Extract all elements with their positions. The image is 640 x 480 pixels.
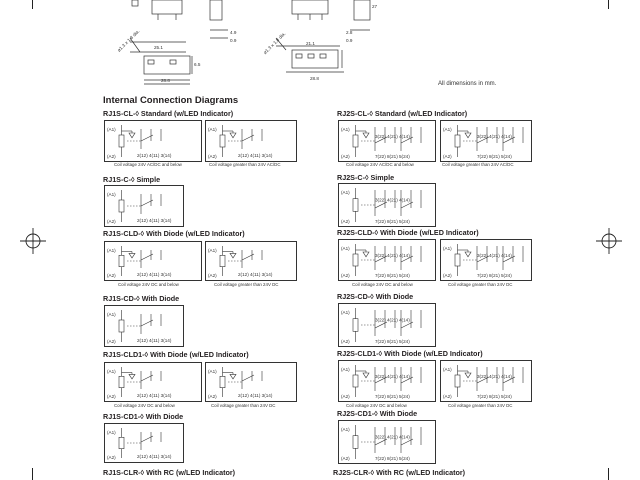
terminal-a1-label: (A1) <box>107 369 116 374</box>
terminal-a2-label: (A2) <box>107 339 116 344</box>
terminal-pin-labels: 2(12) 4(11) 3(14) <box>137 153 172 158</box>
terminal-bottom-labels: 7(22) 8(21) 5(24) <box>375 456 410 461</box>
terminal-top-labels: 3(22) 4(21) 4(14) <box>477 133 512 139</box>
note-rj1s-cld1-low: Coil voltage 24V DC and below <box>114 403 175 408</box>
entry-title-rj2s-cd1: RJ2S-CD1-◊ With Diode <box>337 409 418 418</box>
terminal-bottom-labels: 7(22) 8(21) 5(24) <box>375 339 410 344</box>
terminal-top-labels: 3(22) 4(21) 4(14) <box>375 434 410 440</box>
terminal-a1-label: (A1) <box>341 427 350 432</box>
terminal-a2-label: (A2) <box>443 273 452 278</box>
schematic <box>105 242 201 280</box>
schematic <box>339 361 435 401</box>
terminal-bottom-labels: 7(22) 8(21) 5(24) <box>477 394 512 399</box>
terminal-pin-labels: 2(12) 4(11) 3(14) <box>137 338 172 343</box>
entry-title-rj2s-cld1: RJ2S-CLD1-◊ With Diode (w/LED Indicator) <box>337 349 483 358</box>
terminal-bottom-labels: 7(22) 8(21) 5(24) <box>477 154 512 159</box>
note-rj2s-cld-high: Coil voltage greater than 24V DC <box>448 282 513 287</box>
dim-label-b-d2: 0.9 <box>346 38 353 43</box>
terminal-a1-label: (A1) <box>341 246 350 251</box>
section-title: Internal Connection Diagrams <box>103 95 239 106</box>
entry-title-rj2s-clr: RJ2S-CLR-◊ With RC (w/LED Indicator) <box>333 468 466 477</box>
mechanical-drawing-1pole <box>110 0 250 90</box>
schematic <box>105 121 201 161</box>
terminal-a2-label: (A2) <box>341 456 350 461</box>
entry-title-rj1s-cd: RJ1S-CD-◊ With Diode <box>103 294 180 303</box>
terminal-pin-labels: 2(12) 4(11) 3(14) <box>238 393 273 398</box>
terminal-bottom-labels: 7(22) 8(21) 5(24) <box>375 273 410 278</box>
terminal-top-labels: 3(22) 4(21) 4(14) <box>477 373 512 379</box>
entry-title-rj2s-cd: RJ2S-CD-◊ With Diode <box>337 292 414 301</box>
terminal-a2-label: (A2) <box>341 273 350 278</box>
schematic <box>206 242 296 280</box>
terminal-top-labels: 3(22) 4(21) 4(14) <box>375 317 410 323</box>
terminal-top-labels: 3(22) 4(21) 4(14) <box>375 252 410 258</box>
registration-mark-right <box>596 228 622 254</box>
diagram-rj2s-cl-low <box>338 120 436 162</box>
trim-line-right-top <box>608 0 609 9</box>
terminal-pin-labels: 2(12) 4(11) 3(14) <box>137 272 172 277</box>
terminal-a1-label: (A1) <box>443 367 452 372</box>
terminal-a2-label: (A2) <box>107 394 116 399</box>
terminal-pin-labels: 2(12) 4(11) 3(14) <box>137 393 172 398</box>
terminal-a1-label: (A1) <box>107 248 116 253</box>
dim-label-a-dia: ø1.3 x 1.8 dia. <box>116 28 141 53</box>
terminal-pin-labels: 2(12) 4(11) 3(14) <box>238 272 273 277</box>
terminal-a2-label: (A2) <box>107 273 116 278</box>
dim-label-a-h: 6.5 <box>194 62 201 67</box>
schematic <box>105 363 201 401</box>
trim-line-left-bottom <box>32 468 33 480</box>
mechanical-drawing-2pole <box>258 0 408 90</box>
dim-label-a-d1: 4.9 <box>230 30 237 35</box>
schematic <box>339 240 435 280</box>
terminal-a2-label: (A2) <box>208 394 217 399</box>
terminal-bottom-labels: 7(22) 8(21) 5(24) <box>477 273 512 278</box>
diagram-rj2s-cld1-high <box>440 360 532 402</box>
terminal-pin-labels: 2(12) 4(11) 3(14) <box>137 218 172 223</box>
terminal-a1-label: (A1) <box>341 127 350 132</box>
schematic <box>339 121 435 161</box>
terminal-a1-label: (A1) <box>107 192 116 197</box>
terminal-a2-label: (A2) <box>208 154 217 159</box>
schematic <box>339 184 435 226</box>
dim-label-b-w2: 28.8 <box>310 76 319 81</box>
terminal-a2-label: (A2) <box>341 339 350 344</box>
terminal-top-labels: 3(22) 4(21) 4(14) <box>375 197 410 203</box>
entry-title-rj2s-cld: RJ2S-CLD-◊ With Diode (w/LED Indicator) <box>337 228 479 237</box>
schematic <box>105 186 183 226</box>
terminal-a2-label: (A2) <box>341 219 350 224</box>
terminal-a2-label: (A2) <box>341 154 350 159</box>
diagram-rj1s-cd1 <box>104 423 184 463</box>
note-rj2s-cld1-low: Coil voltage 24V DC and below <box>346 403 407 408</box>
schematic <box>105 424 183 462</box>
diagram-rj2s-cd <box>338 303 436 347</box>
diagram-rj1s-cl-low <box>104 120 202 162</box>
dim-label-b-w1: 21.1 <box>306 41 315 46</box>
note-rj2s-cld1-high: Coil voltage greater than 24V DC <box>448 403 513 408</box>
terminal-a2-label: (A2) <box>443 394 452 399</box>
entry-title-rj1s-cld1: RJ1S-CLD1-◊ With Diode (w/LED Indicator) <box>103 350 249 359</box>
entry-title-rj1s-clr: RJ1S-CLR-◊ With RC (w/LED Indicator) <box>103 468 236 477</box>
terminal-bottom-labels: 7(22) 8(21) 5(24) <box>375 219 410 224</box>
terminal-a2-label: (A2) <box>107 455 116 460</box>
diagram-rj1s-c <box>104 185 184 227</box>
terminal-a1-label: (A1) <box>341 310 350 315</box>
terminal-a2-label: (A2) <box>208 273 217 278</box>
diagram-rj2s-cld-low <box>338 239 436 281</box>
diagram-rj2s-cl-high <box>440 120 532 162</box>
terminal-a2-label: (A2) <box>107 219 116 224</box>
note-rj2s-cl-low: Coil voltage 24V AC/DC and below <box>346 162 414 167</box>
entry-title-rj2s-c: RJ2S-C-◊ Simple <box>337 173 395 182</box>
terminal-top-labels: 3(22) 4(21) 4(14) <box>375 373 410 379</box>
schematic <box>206 121 296 161</box>
schematic <box>441 121 531 161</box>
diagram-rj1s-cld1-low <box>104 362 202 402</box>
trim-line-right-bottom <box>608 468 609 480</box>
terminal-bottom-labels: 7(22) 8(21) 5(24) <box>375 394 410 399</box>
diagram-rj2s-cld1-low <box>338 360 436 402</box>
terminal-a1-label: (A1) <box>208 127 217 132</box>
diagram-rj2s-c <box>338 183 436 227</box>
terminal-a1-label: (A1) <box>443 127 452 132</box>
diagram-rj2s-cld-high <box>440 239 532 281</box>
terminal-a1-label: (A1) <box>208 369 217 374</box>
terminal-pin-labels: 2(12) 4(11) 3(14) <box>238 153 273 158</box>
note-rj1s-cld-low: Coil voltage 24V DC and below <box>118 282 179 287</box>
terminal-bottom-labels: 7(22) 8(21) 5(24) <box>375 154 410 159</box>
terminal-a2-label: (A2) <box>443 154 452 159</box>
registration-mark-left <box>20 228 46 254</box>
diagram-rj2s-cd1 <box>338 420 436 464</box>
diagram-rj1s-cld-high <box>205 241 297 281</box>
schematic <box>339 421 435 463</box>
note-rj2s-cld-low: Coil voltage 24V DC and below <box>352 282 413 287</box>
note-rj2s-cl-high: Coil voltage greater than 24V AC/DC <box>442 162 514 167</box>
diagram-rj1s-cld1-high <box>205 362 297 402</box>
schematic <box>441 361 531 401</box>
diagram-rj1s-cl-high <box>205 120 297 162</box>
terminal-a1-label: (A1) <box>208 248 217 253</box>
schematic <box>105 306 183 346</box>
schematic <box>441 240 531 280</box>
terminal-a1-label: (A1) <box>341 190 350 195</box>
diagram-rj1s-cd <box>104 305 184 347</box>
note-rj1s-cld1-high: Coil voltage greater than 24V DC <box>211 403 276 408</box>
dim-label-b-side: 27 <box>372 4 378 9</box>
dimensions-note: All dimensions in mm. <box>438 81 497 87</box>
terminal-a1-label: (A1) <box>107 312 116 317</box>
note-rj1s-cld-high: Coil voltage greater than 24V DC <box>214 282 279 287</box>
note-rj1s-cl-high: Coil voltage greater than 24V AC/DC <box>209 162 281 167</box>
entry-title-rj1s-cd1: RJ1S-CD1-◊ With Diode <box>103 412 184 421</box>
diagram-rj1s-cld-low <box>104 241 202 281</box>
dim-label-a-w2: 28.8 <box>161 78 170 83</box>
trim-line-left-top <box>32 0 33 9</box>
terminal-top-labels: 3(22) 4(21) 4(14) <box>375 133 410 139</box>
schematic <box>206 363 296 401</box>
dim-label-a-d2: 0.9 <box>230 38 237 43</box>
terminal-pin-labels: 2(12) 4(11) 3(14) <box>137 454 172 459</box>
terminal-a2-label: (A2) <box>107 154 116 159</box>
terminal-a2-label: (A2) <box>341 394 350 399</box>
dim-label-b-dia: ø1.3 x 1.8 dia. <box>262 31 287 56</box>
entry-title-rj2s-cl: RJ2S-CL-◊ Standard (w/LED Indicator) <box>337 109 468 118</box>
terminal-a1-label: (A1) <box>341 367 350 372</box>
terminal-a1-label: (A1) <box>107 127 116 132</box>
dim-label-b-d1: 2.8 <box>346 30 353 35</box>
terminal-top-labels: 3(22) 4(21) 4(14) <box>477 252 512 258</box>
entry-title-rj1s-cld: RJ1S-CLD-◊ With Diode (w/LED Indicator) <box>103 229 245 238</box>
terminal-a1-label: (A1) <box>443 246 452 251</box>
terminal-a1-label: (A1) <box>107 430 116 435</box>
schematic <box>339 304 435 346</box>
dim-label-a-w1: 25.1 <box>154 45 163 50</box>
entry-title-rj1s-c: RJ1S-C-◊ Simple <box>103 175 161 184</box>
entry-title-rj1s-cl: RJ1S-CL-◊ Standard (w/LED Indicator) <box>103 109 234 118</box>
note-rj1s-cl-low: Coil voltage 24V AC/DC and below <box>114 162 182 167</box>
